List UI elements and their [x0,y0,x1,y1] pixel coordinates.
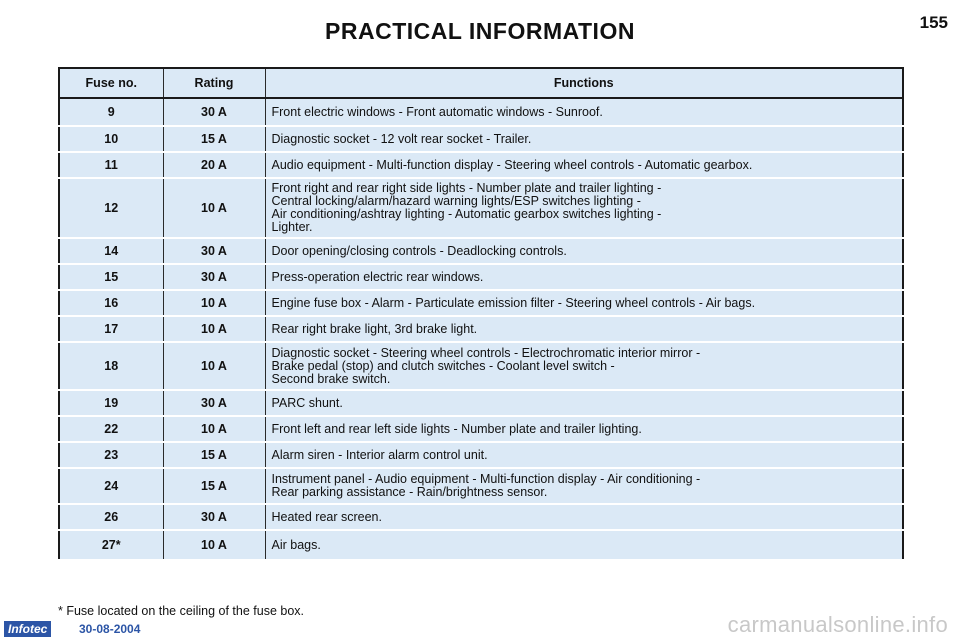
column-header-fuse-no: Fuse no. [59,68,163,98]
rating-cell: 10 A [163,530,265,560]
rating-cell: 15 A [163,442,265,468]
function-line: Instrument panel - Audio equipment - Multi-function display - Air conditioning - [271,472,701,486]
fuse-table-body [59,98,903,560]
column-header-rating: Rating [163,68,265,98]
functions-cell [265,238,903,264]
table-row [59,316,903,342]
function-line: Second brake switch. [271,371,391,386]
rating-cell: 15 A [163,126,265,152]
fuse-number-cell: 10 [59,126,163,152]
fuse-number-cell: 17 [59,316,163,342]
table-row [59,264,903,290]
function-line: Front right and rear right side lights - Number plate and trailer lighting - [271,181,662,195]
function-line: Air bags. [271,537,321,552]
page-title: PRACTICAL INFORMATION [325,18,635,44]
rating-cell: 10 A [163,178,265,238]
footer-date: 30-08-2004 [79,622,141,636]
table-row [59,416,903,442]
fuse-number-cell: 19 [59,390,163,416]
page-number: 155 [919,13,948,32]
function-line: Engine fuse box - Alarm - Particulate emission filter - Steering wheel controls - Air bags. [271,295,756,310]
functions-cell [265,98,903,126]
functions-cell [265,342,903,390]
column-header-functions: Functions [265,68,903,98]
function-line: Air conditioning/ashtray lighting - Automatic gearbox switches lighting - [271,207,662,221]
functions-cell [265,126,903,152]
functions-cell [265,390,903,416]
fuse-number-cell: 23 [59,442,163,468]
rating-cell: 15 A [163,468,265,504]
functions-cell [265,416,903,442]
rating-cell: 10 A [163,416,265,442]
table-row [59,442,903,468]
rating-cell: 10 A [163,342,265,390]
table-row [59,126,903,152]
function-line: PARC shunt. [271,395,343,410]
fuse-number-cell: 9 [59,98,163,126]
table-row [59,342,903,390]
infotec-logo: Infotec [4,621,51,637]
rating-cell: 30 A [163,98,265,126]
rating-cell: 10 A [163,316,265,342]
functions-cell [265,152,903,178]
function-line: Front electric windows - Front automatic windows - Sunroof. [271,104,603,119]
footnote: * Fuse located on the ceiling of the fuse box. [58,604,304,618]
functions-cell [265,530,903,560]
rating-cell: 30 A [163,264,265,290]
functions-cell [265,468,903,504]
rating-cell: 30 A [163,390,265,416]
fuse-number-cell: 27* [59,530,163,560]
rating-cell: 10 A [163,290,265,316]
table-row [59,468,903,504]
fuse-number-cell: 24 [59,468,163,504]
fuse-number-cell: 11 [59,152,163,178]
fuse-number-cell: 18 [59,342,163,390]
table-row [59,504,903,530]
table-row [59,530,903,560]
table-row [59,178,903,238]
table-header-row [59,68,903,98]
functions-cell [265,504,903,530]
table-row [59,98,903,126]
fuse-number-cell: 14 [59,238,163,264]
fuse-number-cell: 22 [59,416,163,442]
function-line: Rear parking assistance - Rain/brightness sensor. [271,485,548,499]
function-line: Rear right brake light, 3rd brake light. [271,321,478,336]
function-line: Lighter. [271,220,313,234]
table-row [59,390,903,416]
functions-cell [265,264,903,290]
functions-cell [265,442,903,468]
watermark: carmanualsonline.info [727,612,948,637]
fuse-number-cell: 12 [59,178,163,238]
fuse-table-container [58,67,904,561]
table-row [59,290,903,316]
fuse-number-cell: 15 [59,264,163,290]
functions-cell [265,316,903,342]
table-row [59,238,903,264]
rating-cell: 30 A [163,504,265,530]
function-line: Central locking/alarm/hazard warning lights/ESP switches lighting - [271,194,641,208]
fuse-number-cell: 16 [59,290,163,316]
fuse-table [58,67,904,561]
rating-cell: 20 A [163,152,265,178]
function-line: Heated rear screen. [271,509,382,524]
function-line: Front left and rear left side lights - Number plate and trailer lighting. [271,421,642,436]
function-line: Alarm siren - Interior alarm control unit. [271,447,488,462]
rating-cell: 30 A [163,238,265,264]
functions-cell [265,290,903,316]
function-line: Audio equipment - Multi-function display - Steering wheel controls - Automatic gearbox. [271,157,753,172]
function-line: Diagnostic socket - 12 volt rear socket - Trailer. [271,131,532,146]
function-line: Press-operation electric rear windows. [271,269,484,284]
fuse-number-cell: 26 [59,504,163,530]
function-line: Diagnostic socket - Steering wheel controls - Electrochromatic interior mirror - [271,345,701,360]
table-row [59,152,903,178]
functions-cell [265,178,903,238]
function-line: Door opening/closing controls - Deadlocking controls. [271,243,567,258]
function-line: Brake pedal (stop) and clutch switches - Coolant level switch - [271,358,615,373]
